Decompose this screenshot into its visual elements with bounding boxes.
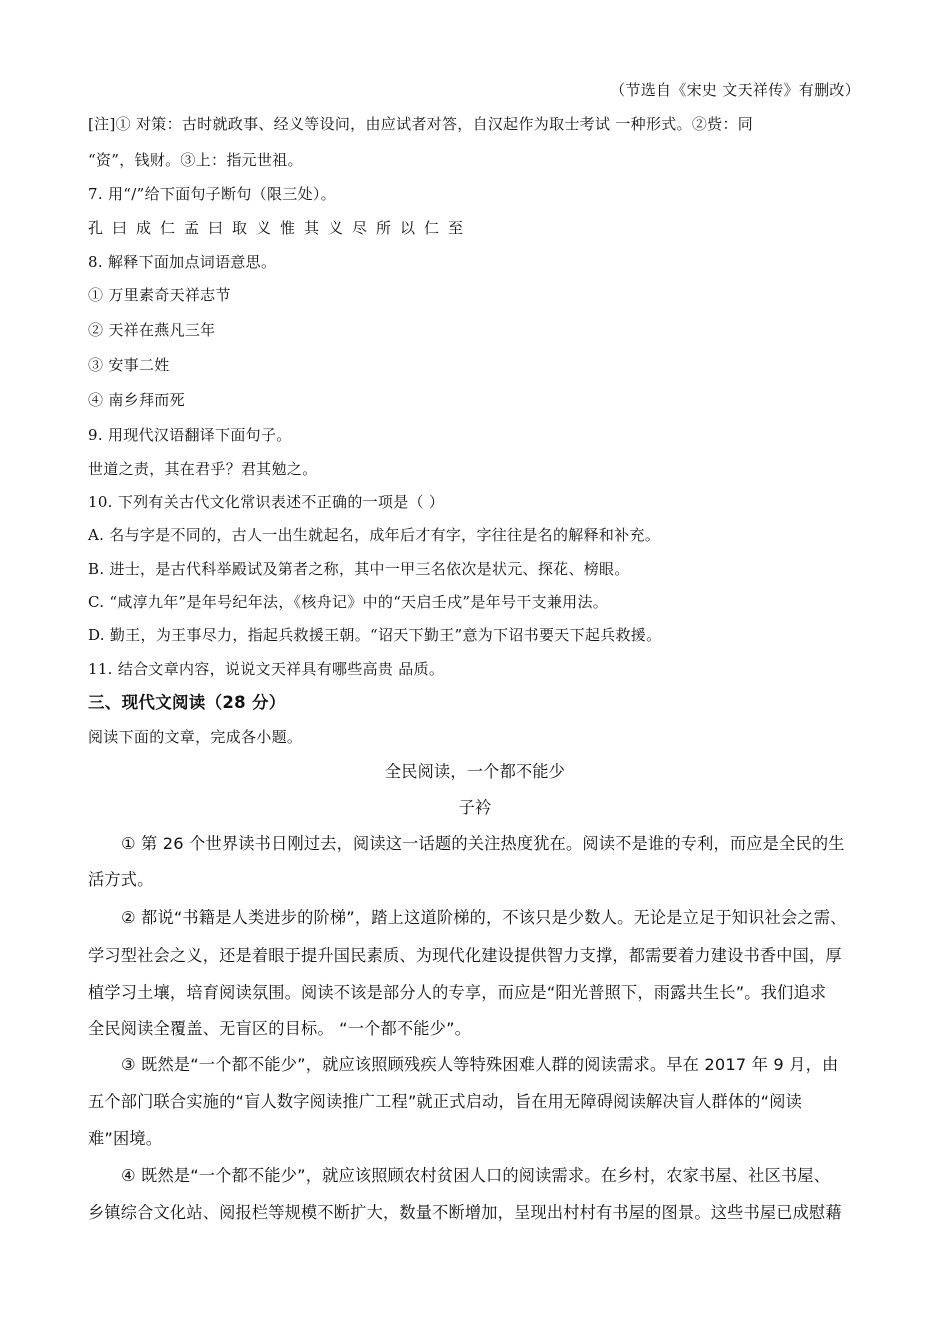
annotation-line-2: “资”，钱财。③上：指元世祖。 — [88, 151, 303, 169]
question-8-item: ① 万里素奇天祥志节 — [88, 286, 231, 304]
article-line: ② 都说“书籍是人类进步的阶梯”，踏上这道阶梯的，不该只是少数人。无论是立足于知识社会之需、 — [121, 908, 847, 927]
article-line: 活方式。 — [88, 870, 154, 889]
section-heading: 三、现代文阅读（28 分） — [88, 693, 286, 712]
question-8-prompt: 8. 解释下面加点词语意思。 — [88, 253, 277, 271]
question-7-prompt: 7. 用“/”给下面句子断句（限三处）。 — [88, 185, 336, 203]
article-line: 植学习土壤，培育阅读氛围。阅读不该是部分人的专享，而应是“阳光普照下，雨露共生长”。我们追求 — [88, 983, 827, 1002]
question-8-item: ④ 南乡拜而死 — [88, 391, 185, 409]
article-line: 难”困境。 — [88, 1129, 163, 1148]
question-8-item: ③ 安事二姓 — [88, 356, 170, 374]
article-line: ③ 既然是“一个都不能少”，就应该照顾残疾人等特殊困难人群的阅读需求。早在 2017 年 9 月，由 — [121, 1055, 839, 1074]
question-10-option-d: D. 勤王，为王事尽力，指起兵救援王朝。“诏天下勤王”意为下诏书要天下起兵救援。 — [88, 626, 662, 644]
source-note: （节选自《宋史 文天祥传》有删改） — [610, 81, 860, 99]
annotation-line-1: [注]① 对策：古时就政事、经义等设问，由应试者对答，自汉起作为取士考试 一种形式。②赀：同 — [88, 115, 754, 133]
question-10-option-b: B. 进士，是古代科举殿试及第者之称，其中一甲三名依次是状元、探花、榜眼。 — [88, 560, 630, 578]
section-instruction: 阅读下面的文章，完成各小题。 — [88, 728, 303, 746]
question-10-prompt: 10. 下列有关古代文化常识表述不正确的一项是（ ） — [88, 493, 445, 511]
article-line: ④ 既然是“一个都不能少”，就应该照顾农村贫困人口的阅读需求。在乡村，农家书屋、社区书屋、 — [121, 1166, 831, 1185]
question-9-prompt: 9. 用现代汉语翻译下面句子。 — [88, 426, 292, 444]
article-line: 乡镇综合文化站、阅报栏等规模不断扩大，数量不断增加，呈现出村村有书屋的图景。这些书屋已成慰藉 — [88, 1203, 842, 1222]
question-7-sentence: 孔曰成仁孟曰取义惟其义尽所以仁至 — [88, 219, 473, 237]
article-author: 子衿 — [458, 798, 492, 817]
article-line: 全民阅读全覆盖、无盲区的目标。 “一个都不能少”。 — [88, 1019, 472, 1038]
question-11-prompt: 11. 结合文章内容，说说文天祥具有哪些高贵 品质。 — [88, 660, 445, 678]
question-10-option-c: C. “咸淳九年”是年号纪年法，《核舟记》中的“天启壬戌”是年号干支兼用法。 — [88, 593, 609, 611]
article-line: ① 第 26 个世界读书日刚过去，阅读这一话题的关注热度犹在。阅读不是谁的专利，而应是全民的生 — [121, 834, 845, 853]
question-8-item: ② 天祥在燕凡三年 — [88, 321, 216, 339]
article-title: 全民阅读，一个都不能少 — [384, 762, 566, 781]
article-line: 学习型社会之义，还是着眼于提升国民素质、为现代化建设提供智力支撑，都需要着力建设书香中国，厚 — [88, 946, 842, 965]
question-10-option-a: A. 名与字是不同的，古人一出生就起名，成年后才有字，字往往是名的解释和补充。 — [88, 526, 661, 544]
question-9-sentence: 世道之责，其在君乎？君其勉之。 — [88, 460, 318, 478]
article-line: 五个部门联合实施的“盲人数字阅读推广工程”就正式启动，旨在用无障碍阅读解决盲人群体的“阅读 — [88, 1092, 803, 1111]
